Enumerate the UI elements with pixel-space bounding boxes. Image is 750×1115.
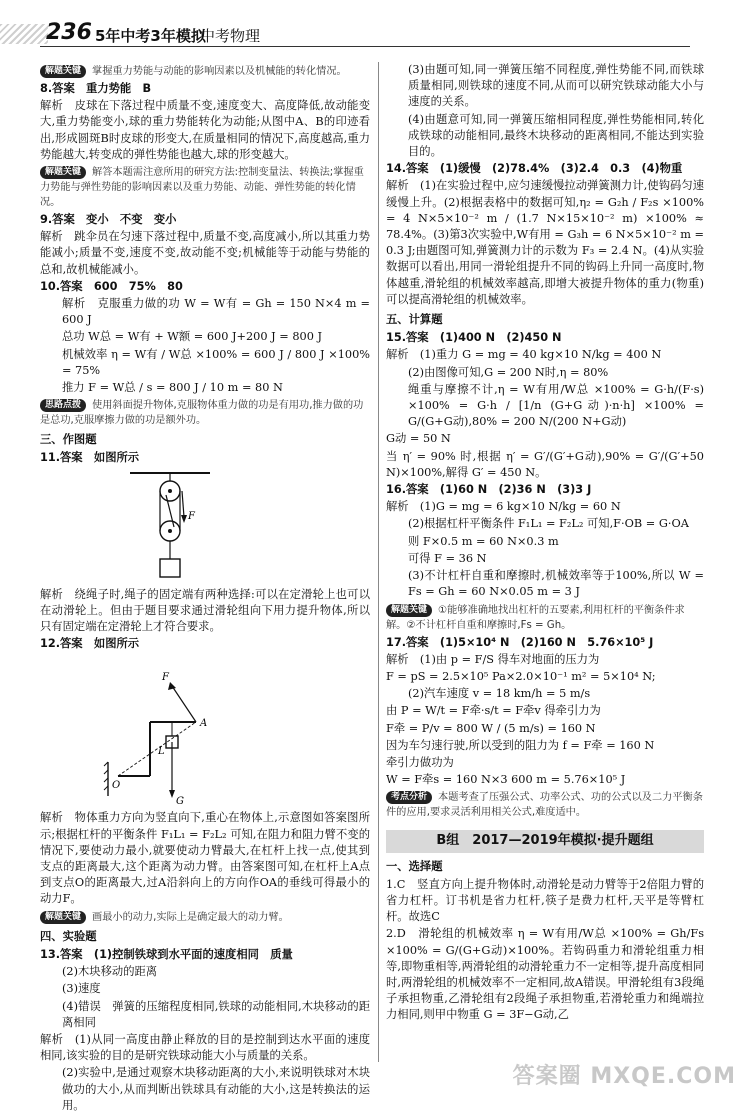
- answer-15: [386, 330, 704, 346]
- analysis-9: 解析 跳伞员在匀速下落过程中,质量不变,高度减小,所以其重力势能减小;质量不变,速度不变,故动能不变;机械能等于动能与势能的总和,故机械能减小。: [40, 230, 370, 276]
- answer-11: [40, 450, 370, 466]
- formula-line: 推力 F = W总 / s = 800 J / 10 m = 80 N: [62, 381, 283, 395]
- answer-13: [40, 947, 370, 963]
- analysis-11: 解析 绕绳子时,绳子的固定端有两种选择:可以在定滑轮上也可以在动滑轮上。但由于题目要求通过滑轮组向下用力提升物体,所以只有固定端在定滑轮上才符合要求。: [40, 587, 370, 634]
- header-decoration: [0, 24, 48, 44]
- tip-badge: 解题关键: [40, 65, 86, 78]
- answer-line: (2)木块移动的距离: [62, 965, 158, 979]
- subject-label: 中考物理: [200, 27, 261, 45]
- answer-text: 15.答案 (1)400 N (2)450 N: [386, 331, 562, 345]
- answer-17: [386, 635, 704, 651]
- formula-line: 机械效率 η = W有 / W总 ×100% = 600 J / 800 J ×100% = 75%: [62, 347, 370, 377]
- force-label: F: [188, 510, 195, 522]
- formula-line: 解析 (1)重力 G = mg = 40 kg×10 N/kg = 400 N: [386, 348, 662, 362]
- formula-line: W = F牵s = 160 N×3 600 m = 5.76×10⁵ J: [386, 773, 626, 787]
- analysis-13-part: (2)实验中,是通过观察木块移动距离的大小,来说明铁球对木块做功的大小,从而判断出铁球具有动能的大小,这是转换法的运用。: [62, 1066, 370, 1112]
- header-rule: [40, 46, 690, 47]
- tip-text: 画最小的动力,实际上是确定最大的动力臂。: [92, 911, 289, 923]
- formula-line: 因为车匀速行驶,所以受到的阻力为 f = F牵 = 160 N: [386, 738, 655, 752]
- tip-box: [386, 603, 704, 633]
- choice-answer-1: 1.C 竖直方向上提升物体时,动滑轮是动力臂等于2倍阻力臂的省力杠杆。订书机是省力杠杆,筷子是费力杠杆,天平是等臂杠杆。故选C: [386, 877, 704, 924]
- right-column: [386, 62, 704, 1025]
- left-column: [40, 62, 370, 1115]
- watermark: 答案圈 MXQE.COM: [512, 1064, 736, 1089]
- formula-line: 绳重与摩擦不计,η = W有用/W总 ×100% = G·h/(F·s) ×100% = G·h / [1/n (G+G动)·n·h] ×100% = G/(G+G动),80% = 200 N/(200 N+G动): [408, 382, 704, 429]
- tip-text: 解答本题需注意所用的研究方法:控制变量法、转换法;掌握重力势能与弹性势能的影响因素以及重力势能、动能、弹性势能的转化情况。: [40, 167, 364, 209]
- page-number: 236: [46, 20, 92, 45]
- book-title: 5年中考3年模拟: [95, 27, 206, 45]
- tip-badge: 解题关键: [40, 911, 86, 924]
- section-heading: 一、选择题: [386, 859, 443, 873]
- answer-text: 14.答案 (1)缓慢 (2)78.4% (3)2.4 0.3 (4)物重: [386, 162, 683, 176]
- tip-badge: 思路点拨: [40, 399, 86, 412]
- formula-line: 解析 (1)由 p = F/S 得车对地面的压力为: [386, 652, 600, 666]
- answer-12: [40, 636, 370, 652]
- formula-line: (2)由图像可知,G = 200 N时,η = 80%: [408, 365, 609, 379]
- formula-line: G动 = 50 N: [386, 432, 451, 446]
- answer-text: 17.答案 (1)5×10⁴ N (2)160 N 5.76×10⁵ J: [386, 635, 654, 649]
- analysis-12: 解析 物体重力方向为竖直向下,重心在物体上,示意图如答案图所示;根据杠杆的平衡条件 F₁L₁ = F₂L₂ 可知,在阻力和阻力臂不变的情况下,要使动力最小,就要使动力臂最大,在杠杆上找一点,使其到支点的距离最大,这个距离为动力臂。由答案图可知,在杠杆上A点到支点O的距离最大,过A沿斜向上的方向作OA的垂线可得最小的动力F。: [40, 811, 370, 906]
- section-heading: 四、实验题: [40, 929, 97, 943]
- choice-answer-2: 2.D 滑轮组的机械效率 η = W有用/W总 ×100% = Gh/Fs ×100% = G/(G+G动)×100%。若钩码重力和滑轮组重力相等,即物重相等,两滑轮组的动滑轮重力不一定相等,提升高度相同时,两滑轮组的机械效率不一定相同,故A错误。甲滑轮组有3段绳子承担物重,乙滑轮组有2段绳子承担物重,若滑轮重力和绳端拉力相同,则甲中物重 G = 3F−G动,乙: [386, 927, 704, 1022]
- group-b-banner: B组 2017—2019年模拟·提升题组: [386, 830, 704, 852]
- tip-text: 使用斜面提升物体,克服物体重力做的功是有用功,推力做的功是总功,克服摩擦力做的功是额外功。: [40, 400, 364, 427]
- formula-line: 解析 (1)G = mg = 6 kg×10 N/kg = 60 N: [386, 500, 621, 514]
- formula-line: 当 η′ = 90% 时,根据 η′ = G′/(G′+G动),90% = G′/(G′+50 N)×100%,解得 G′ = 450 N。: [386, 449, 704, 479]
- formula-line: (3)不计杠杆自重和摩擦时,机械效率等于100%,所以 W = Fs = Gh = 60 N×0.05 m = 3 J: [408, 569, 704, 599]
- answer-9: [40, 212, 370, 228]
- column-divider: [378, 62, 379, 1062]
- pulley-diagram: [130, 471, 210, 583]
- answer-text: 13.答案 (1)控制铁球到水平面的速度相同 质量: [40, 947, 293, 961]
- answer-16: [386, 482, 704, 498]
- tip-box: [40, 64, 370, 79]
- tip-box: [40, 398, 370, 428]
- tip-text: 掌握重力势能与动能的影响因素以及机械能的转化情况。: [92, 66, 347, 77]
- formula-line: 解析 克服重力做的功 W = W有 = Gh = 150 N×4 m = 600 J: [62, 297, 370, 327]
- answer-8: [40, 81, 370, 97]
- section-heading: 三、作图题: [40, 433, 97, 447]
- formula-line: F = pS = 2.5×10⁵ Pa×2.0×10⁻¹ m² = 5×10⁴ N;: [386, 669, 656, 683]
- analysis-14: 解析 (1)在实验过程中,应匀速缓慢拉动弹簧测力计,使钩码匀速缓慢上升。(2)根据表格中的数据可知,η₂ = G₂h / F₂s ×100% = 4 N×5×10⁻² m / (1.7 N×15×10⁻² m) ×100% ≈ 78.4%。(3)第3次实验中,W有用 = G₃h = 6 N×5×10⁻² m = 0.3 J;由题图可知,弹簧测力计的示数为 F₃ = 2.4 N。(4)从实验数据可以看出,用同一滑轮组提升不同的钩码上升同一高度时,物体越重,滑轮组的机械效率越高,即增大被提升物体的重力(物重)可以提高滑轮组的机械效率。: [386, 179, 704, 306]
- formula-line: F牵 = P/v = 800 W / (5 m/s) = 160 N: [386, 721, 596, 735]
- answer-10: [40, 279, 370, 295]
- formula-line: (2)根据杠杆平衡条件 F₁L₁ = F₂L₂ 可知,F·OB = G·OA: [408, 517, 689, 531]
- formula-line: 牵引力做功为: [386, 755, 454, 769]
- lever-diagram: [100, 656, 220, 806]
- answer-line: (3)速度: [62, 982, 101, 996]
- gravity-label: G: [176, 796, 184, 807]
- analysis-13-part: (4)由题意可知,同一弹簧压缩相同程度,弹性势能相同,转化成铁球的动能相同,最终木块移动的距离相同,不能达到实验目的。: [408, 112, 704, 159]
- page-header: [0, 0, 750, 46]
- analysis-8: 解析 皮球在下落过程中质量不变,速度变大、高度降低,故动能变大,重力势能变小,球的重力势能转化为动能;从图中A、B的印迹看出,形成圆斑B时皮球的形变大,在质量相同的情况下,高度越高,重力势能越大,转变成的弹性势能也越大,球的形变越大。: [40, 99, 370, 161]
- formula-line: 可得 F = 36 N: [408, 551, 487, 565]
- tip-text: 本题考查了压强公式、功率公式、功的公式以及二力平衡条件的应用,要求灵活利用相关公式,难度适中。: [386, 792, 703, 819]
- pivot-label: O: [112, 780, 121, 792]
- tip-badge: 解题关键: [40, 166, 86, 179]
- answer-text: 9.答案 变小 不变 变小: [40, 213, 177, 227]
- answer-text: 16.答案 (1)60 N (2)36 N (3)3 J: [386, 483, 592, 497]
- tip-text: ①能够准确地找出杠杆的五要素,利用杠杆的平衡条件求解。②不计杠杆自重和摩擦时,Fs = Gh。: [386, 604, 685, 631]
- tip-box: [40, 165, 370, 210]
- formula-line: 由 P = W/t = F牵·s/t = F牵v 得牵引力为: [386, 704, 601, 718]
- section-heading: 五、计算题: [386, 313, 443, 327]
- analysis-13: 解析 (1)从同一高度由静止释放的目的是控制到达水平面的速度相同,该实验的目的是研究铁球动能大小与质量的关系。: [40, 1032, 370, 1063]
- analysis-13-part: (3)由题可知,同一弹簧压缩不同程度,弹性势能不同,而铁球质量相同,则铁球的速度不同,从而可以研究铁球动能大小与速度的关系。: [408, 63, 704, 109]
- tip-badge: 考点分析: [386, 791, 432, 804]
- answer-line: (4)错误 弹簧的压缩程度相同,铁球的动能相同,木块移动的距离相同: [62, 999, 370, 1029]
- formula-line: 总功 W总 = W有 + W额 = 600 J+200 J = 800 J: [62, 330, 323, 344]
- point-a-label: A: [200, 718, 208, 730]
- answer-text: 12.答案 如图所示: [40, 637, 140, 651]
- answer-text: 8.答案 重力势能 B: [40, 82, 152, 95]
- tip-badge: 解题关键: [386, 604, 432, 617]
- formula-line: 则 F×0.5 m = 60 N×0.3 m: [408, 534, 559, 548]
- tip-box: [40, 910, 370, 925]
- answer-14: [386, 161, 704, 177]
- tip-box: [386, 790, 704, 820]
- force-label: F: [162, 672, 169, 684]
- formula-line: (2)汽车速度 v = 18 km/h = 5 m/s: [408, 687, 591, 701]
- answer-text: 11.答案 如图所示: [40, 451, 140, 465]
- answer-text: 10.答案 600 75% 80: [40, 279, 183, 293]
- lever-arm-label: L: [158, 746, 165, 758]
